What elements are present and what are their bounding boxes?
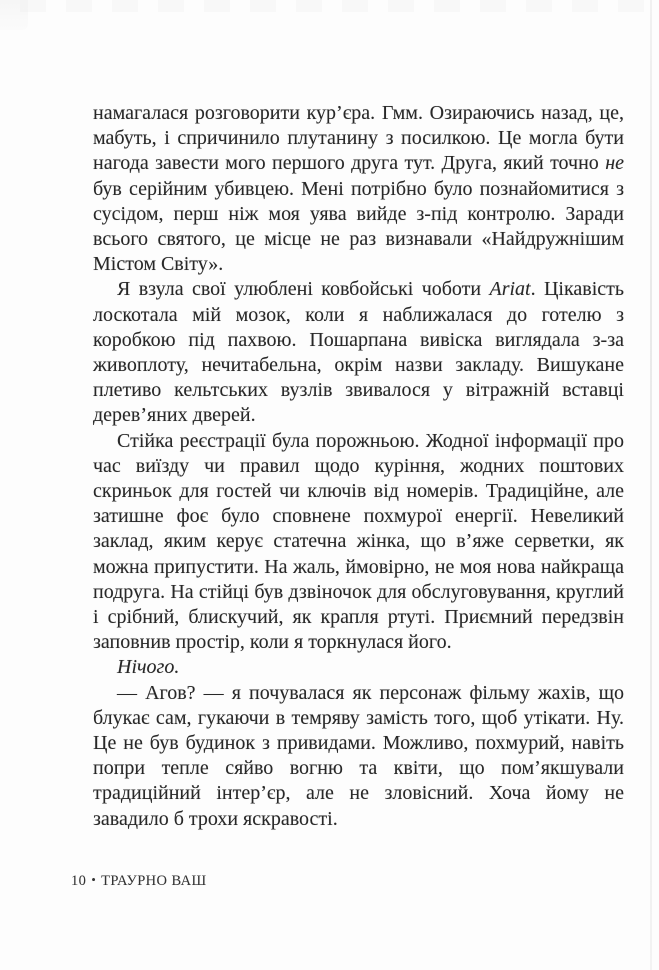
body-paragraph (93, 101, 624, 277)
text-run: Стійка реєстрації була порожньою. Жодної інформації про час виїзду чи правил щодо куріння, жодних поштових скриньок для гостей чи ключів від номерів. Традиційне, але затишне фоє було сповнене похмурої енергії. Невеликий заклад, яким керує статечна жінка, що в’яже серветки, як можна припустити. На жаль, ймовірно, не моя нова найкраща подруга. На стійці був дзвіночок для обслуговування, круглий і срібний, блискучий, як крапля ртуті. Приємний передзвін заповнив простір, коли я торкнулася його. (93, 429, 624, 654)
body-text (93, 101, 624, 832)
text-run: Я взула свої улюблені ковбойські чоботи (117, 278, 490, 301)
body-paragraph (93, 429, 624, 656)
page-edge-shadow (650, 0, 652, 970)
text-run: був серійним убивцею. Мені потрібно було познайомитися з сусідом, перш ніж моя уява вийде з-під контролю. Заради всього святого, це місце не раз визнавали «Найдружнішим Містом Світу». (93, 177, 624, 276)
body-paragraph (93, 277, 624, 428)
running-title: ТРАУРНО ВАШ (101, 873, 207, 889)
footer-separator: • (91, 872, 97, 887)
body-paragraph (93, 681, 624, 832)
italic-text-run: не (605, 152, 624, 175)
text-run: — Агов? — я почувалася як персонаж фільму жахів, що блукає сам, гукаючи в темряву замість того, щоб утікати. Ну. Це не був будинок з привидами. Можливо, похмурий, навіть попри тепле сяйво вогню та квіти, що пом’якшували традиційний інтер’єр, але не зловісний. Хоча йому не завадило б трохи яскравості. (93, 681, 624, 830)
italic-text-run: Нічого. (117, 656, 180, 679)
page-footer (71, 873, 207, 890)
text-run: намагалася розговорити кур’єра. Гмм. Озираючись назад, це, мабуть, і спричинило плутанину з посилкою. Це могла бути нагода завести мого першого друга тут. Друга, який точно (93, 102, 624, 175)
page-number: 10 (71, 873, 87, 889)
italic-text-run: Ariat (489, 278, 531, 301)
body-paragraph (93, 655, 624, 680)
scan-artifact-corner (0, 0, 28, 30)
text-run: . Цікавість лоскотала мій мозок, коли я наближалася до готелю з коробкою під пахвою. Пошарпана вивіска виглядала з-за живоплоту, нечитабельна, окрім назви закладу. Вишукане плетиво кельтських вузлів звивалося у вітражній вставці дерев’яних дверей. (93, 278, 625, 427)
scan-artifact-strip (0, 0, 659, 12)
